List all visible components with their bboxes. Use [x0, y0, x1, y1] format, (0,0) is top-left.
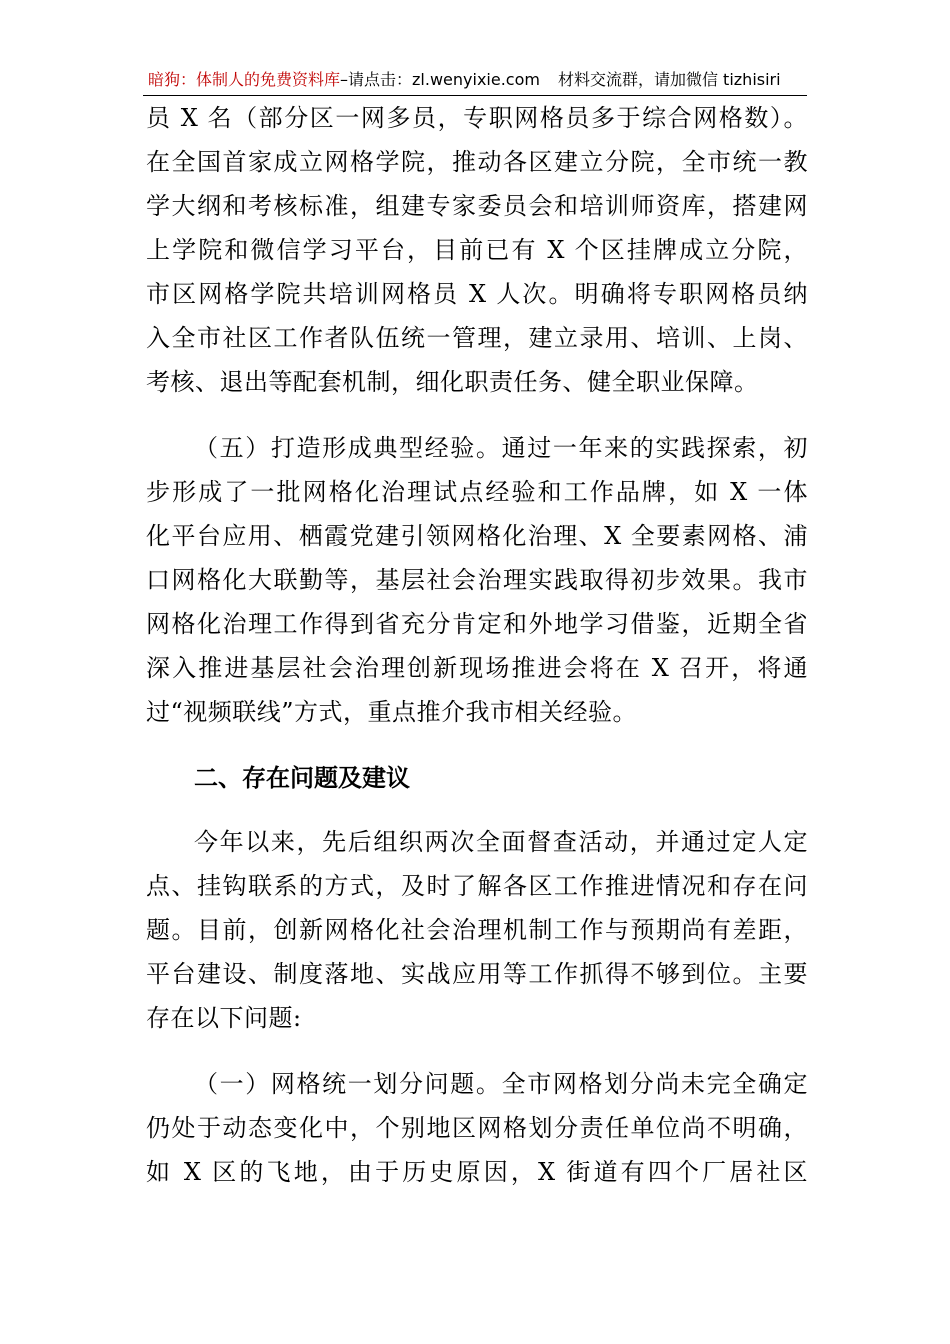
text-line: 入全市社区工作者队伍统一管理，建立录用、培训、上岗、 — [146, 324, 808, 352]
text-line: 上学院和微信学习平台，目前已有 X 个区挂牌成立分院， — [146, 236, 808, 264]
text-line: 网格化治理工作得到省充分肯定和外地学习借鉴，近期全省 — [146, 610, 808, 638]
text-line: 过“视频联线”方式，重点推介我市相关经验。 — [146, 698, 638, 726]
section-heading: 二、存在问题及建议 — [194, 764, 410, 792]
text-line: 口网格化大联勤等，基层社会治理实践取得初步效果。我市 — [146, 566, 808, 594]
page-header — [148, 68, 808, 94]
contact-info: 材料交流群，请加微信 tizhisiri — [557, 70, 781, 89]
paragraph-problems-intro — [146, 820, 808, 1040]
paragraph-section-1 — [146, 1062, 808, 1194]
text-line: （一）网格统一划分问题。全市网格划分尚未完全确定 — [194, 1070, 808, 1098]
text-line: 深入推进基层社会治理创新现场推进会将在 X 召开，将通 — [146, 654, 808, 682]
text-line: （五）打造形成典型经验。通过一年来的实践探索，初 — [194, 434, 808, 462]
text-line: 题。目前，创新网格化社会治理机制工作与预期尚有差距， — [146, 916, 808, 944]
text-line: 市区网格学院共培训网格员 X 人次。明确将专职网格员纳 — [146, 280, 808, 308]
text-line: 如 X 区的飞地，由于历史原因，X 街道有四个厂居社区 — [146, 1158, 808, 1186]
site-url-link[interactable]: zl.wenyixie.com — [412, 70, 540, 89]
click-prompt: –请点击： — [340, 70, 413, 89]
text-line: 点、挂钩联系的方式，及时了解各区工作推进情况和存在问 — [146, 872, 808, 900]
text-line: 今年以来，先后组织两次全面督查活动，并通过定人定 — [194, 828, 808, 856]
text-line: 平台建设、制度落地、实战应用等工作抓得不够到位。主要 — [146, 960, 808, 988]
text-line: 在全国首家成立网格学院，推动各区建立分院，全市统一教 — [146, 148, 808, 176]
text-line: 仍处于动态变化中，个别地区网格划分责任单位尚不明确， — [146, 1114, 808, 1142]
text-line: 存在以下问题: — [146, 1004, 302, 1032]
text-line: 学大纲和考核标准，组建专家委员会和培训师资库，搭建网 — [146, 192, 808, 220]
text-line: 化平台应用、栖霞党建引领网格化治理、X 全要素网格、浦 — [146, 522, 808, 550]
paragraph-section-5 — [146, 426, 808, 734]
text-line: 步形成了一批网格化治理试点经验和工作品牌，如 X 一体 — [146, 478, 808, 506]
text-line: 员 X 名（部分区一网多员，专职网格员多于综合网格数）。 — [146, 104, 808, 132]
paragraph-continuation — [146, 96, 808, 404]
site-name: 暗狗：体制人的免费资料库 — [148, 70, 341, 89]
text-line: 考核、退出等配套机制，细化职责任务、健全职业保障。 — [146, 368, 759, 396]
